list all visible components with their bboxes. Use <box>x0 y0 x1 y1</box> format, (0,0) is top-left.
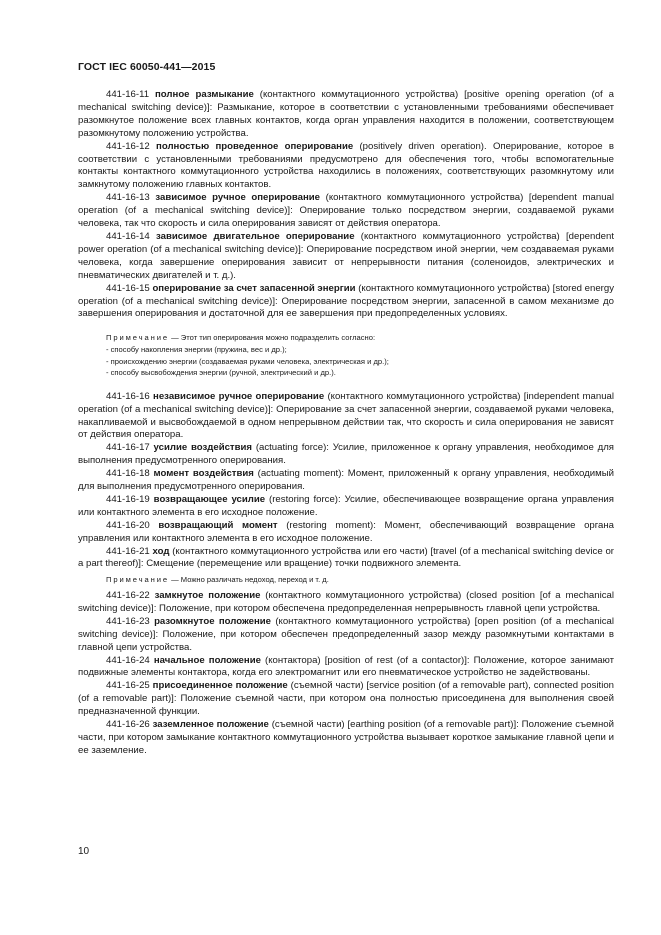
entry-term: возвращающее усилие <box>153 493 266 505</box>
document-header: ГОСТ IEC 60050-441—2015 <box>78 61 216 73</box>
entry-definition: (съемной части) [earthing position (of a removable part)]: Положение съемной части, при котором замыкание контактного коммутационного устройства вызывает короткое замыкание главной цепи и ее заземление. <box>78 719 614 756</box>
entry-number: 441-16-23 <box>106 615 150 627</box>
note-block <box>78 574 614 586</box>
entry-term: присоединенное положение <box>152 680 288 692</box>
term-entry <box>78 192 614 231</box>
entry-definition: (restoring force): Усилие, обеспечивающее возвращение органа управления или контактного элемента в его исходное положение. <box>78 493 614 518</box>
entry-definition: (контактного коммутационного устройства) [open position (of a mechanical switching device)]: Положение, при котором обеспечен предопределенный зазор между разомкнутыми контактами в главной цепи устройства. <box>78 615 614 653</box>
entry-definition: (actuating force): Усилие, приложенное к органу управления, необходимое для выполнения предусмотренного оперирования. <box>78 442 615 467</box>
entry-term: независимое ручное оперирование <box>153 390 325 402</box>
entry-number: 441-16-22 <box>106 589 150 601</box>
entry-definition: (контактного коммутационного устройства) [dependent manual operation (of a mechanical switching device)]: Оперирование только посредством энергии, создаваемой руками человека, так что скорость и сила оперирования зависят от действия оператора. <box>78 192 614 230</box>
note-label: Примечание <box>106 575 169 585</box>
page-number: 10 <box>78 846 90 857</box>
entry-term: полностью проведенное оперирование <box>156 140 354 152</box>
entry-term: оперирование за счет запасенной энергии <box>152 282 356 294</box>
term-entry <box>78 520 614 546</box>
entry-number: 441-16-15 <box>106 282 150 294</box>
note-intro-line <box>106 332 614 344</box>
entry-number: 441-16-24 <box>106 654 150 666</box>
term-entry <box>78 590 614 616</box>
term-entry <box>78 616 614 655</box>
entry-number: 441-16-18 <box>106 468 150 480</box>
note-block <box>78 332 614 378</box>
entry-term: усилие воздействия <box>153 442 253 454</box>
term-entry <box>78 442 614 468</box>
note-list-item: - способу высвобождения энергии (ручной, электрический и др.). <box>106 368 336 378</box>
term-entry <box>78 391 614 443</box>
note-text: Можно различать недоход, переход и т. д. <box>180 575 329 585</box>
entry-term: заземленное положение <box>152 719 269 731</box>
term-entry <box>78 231 614 283</box>
entry-definition: (контактора) [position of rest (of a contactor)]: Положение, которое занимают подвижные элементы контактора, когда его электромагнит или его пневматическое устройство не задействованы. <box>78 654 615 679</box>
entry-term: начальное положение <box>153 654 261 666</box>
entry-number: 441-16-19 <box>106 493 150 505</box>
entry-definition: (actuating moment): Момент, приложенный к органу управления, необходимый для выполнения предусмотренного оперирования. <box>78 468 614 493</box>
note-label: Примечание <box>106 333 169 343</box>
entry-definition: (съемной части) [service position (of a removable part), connected position (of a removable part)]: Положение съемной части, при котором она полностью присоединена для выполнения своей предназначенной функции. <box>78 680 615 718</box>
entry-number: 441-16-16 <box>106 390 150 402</box>
term-entry <box>78 89 614 141</box>
entry-definition: (контактного коммутационного устройства) [dependent power operation (of a mechanical switching device)]: Оперирование посредством иной энергии, чем создаваемая руками человека, когда завершение оперирования зависит от непрерывности питания (соленоидов, электрических и пневматических двигателей и т. д.). <box>78 230 614 281</box>
entry-term: возвращающий момент <box>158 519 278 531</box>
entry-term: момент воздействия <box>153 468 254 480</box>
note-intro: Этот тип оперирования можно подразделить согласно: <box>180 333 376 343</box>
note-list-item: - способу накопления энергии (пружина, вес и др.); <box>106 344 287 354</box>
entry-term: полное размыкание <box>155 89 254 100</box>
entry-number: 441-16-13 <box>106 192 150 204</box>
entry-number: 441-16-17 <box>106 442 150 454</box>
note-dash: — <box>168 575 181 585</box>
entry-term: разомкнутое положение <box>154 615 272 627</box>
entry-number: 441-16-14 <box>106 230 150 242</box>
note-list-item: - происхождению энергии (создаваемая руками человека, электрическая и др.); <box>106 356 389 366</box>
entry-definition: (restoring moment): Момент, обеспечивающий возвращение органа управления или контактного элемента в его исходное положение. <box>78 519 615 544</box>
term-entry <box>78 468 614 494</box>
note-dash: — <box>168 333 181 343</box>
term-entry <box>78 655 614 681</box>
term-entry <box>78 546 614 572</box>
entry-term: зависимое двигательное оперирование <box>156 230 355 242</box>
entry-number: 441-16-25 <box>106 680 150 692</box>
entry-number: 441-16-11 <box>106 89 150 100</box>
entry-definition: (positively driven operation). Оперирование, которое в соответствии с установленными требованиями предусмотрено для обеспечения того, чтобы вспомогательные контакты контактного коммутационного устройства находились в положениях, соответствующих разомкнутому или замкнутому положению главных контактов. <box>78 140 614 191</box>
entry-number: 441-16-12 <box>106 140 150 152</box>
term-entry <box>78 283 614 322</box>
entry-term: замкнутое положение <box>154 589 261 601</box>
term-entry <box>78 141 614 193</box>
entry-definition: (контактного коммутационного устройства) (closed position [of a mechanical switching device)]: Положение, при котором обеспечена предопределенная непрерывность главной цепи устройства. <box>78 589 614 614</box>
term-entry <box>78 680 614 719</box>
term-entry <box>78 494 614 520</box>
entry-number: 441-16-26 <box>106 719 150 731</box>
entry-definition: (контактного коммутационного устройства) [positive opening operation (of a mechanical switching device)]: Размыкание, которое в соответствии с установленными требованиями обеспечивает разомкнутое положение всех главных контактов, когда орган управления находится в положении, соответствующем разомкнутому положению устройства. <box>78 89 614 139</box>
entry-term: зависимое ручное оперирование <box>155 192 321 204</box>
document-body <box>78 89 614 758</box>
entry-number: 441-16-20 <box>106 519 150 531</box>
term-entry <box>78 719 614 758</box>
entry-definition: (контактного коммутационного устройства) [independent manual operation (of a mechanical switching device)]: Оперирование за счет запасенной энергии, создаваемой руками человека, накапливаемой и высвобождаемой в одном непрерывном действии так, что скорость и сила оперирования не зависят от действия оператора. <box>78 390 614 441</box>
entry-term: ход <box>152 545 170 557</box>
entry-definition: (контактного коммутационного устройства) [stored energy operation (of a mechanical switching device)]: Оперирование посредством энергии, запасенной в самом механизме до завершения оперирования и достаточной для ее завершения при предопределенных условиях. <box>78 282 615 320</box>
entry-number: 441-16-21 <box>106 545 150 557</box>
entry-definition: (контактного коммутационного устройства или его части) [travel (of a mechanical switching device or a part thereof)]: Смещение (перемещение или вращение) точки подвижного элемента. <box>78 545 614 570</box>
